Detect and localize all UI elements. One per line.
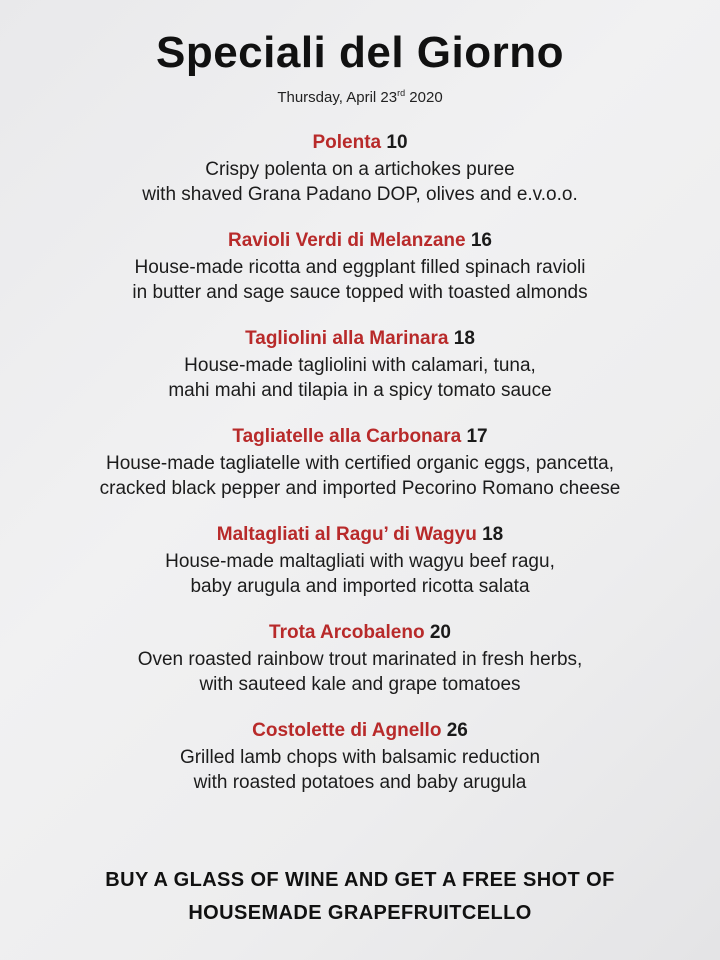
dish-heading <box>0 425 720 449</box>
dish-price: 18 <box>482 524 504 545</box>
dish-trota-arcobaleno <box>0 621 720 697</box>
dish-description-line: cracked black pepper and imported Pecorino Romano cheese <box>99 478 621 499</box>
dish-name: Maltagliati al Ragu’ di Wagyu <box>216 524 477 545</box>
dish-price: 26 <box>446 720 468 741</box>
dish-description-line: Oven roasted rainbow trout marinated in fresh herbs, <box>137 649 583 670</box>
dish-description-line: Grilled lamb chops with balsamic reduction <box>179 747 541 768</box>
promo-line: BUY A GLASS OF WINE AND GET A FREE SHOT OF <box>105 869 615 891</box>
wine-promo <box>0 864 720 930</box>
dish-price: 17 <box>466 426 488 447</box>
dish-ravioli-verdi <box>0 229 720 305</box>
dish-description-line: with roasted potatoes and baby arugula <box>193 772 527 793</box>
dish-heading <box>0 131 720 155</box>
dish-heading <box>0 523 720 547</box>
dish-description-line: in butter and sage sauce topped with toasted almonds <box>132 282 588 303</box>
dish-heading <box>0 229 720 253</box>
dish-name: Trota Arcobaleno <box>269 622 425 643</box>
dish-maltagliati-wagyu <box>0 523 720 599</box>
dish-description-line: Crispy polenta on a artichokes puree <box>205 159 515 180</box>
dish-price: 20 <box>429 622 451 643</box>
date-prefix: Thursday, April 23 <box>277 89 398 106</box>
dish-name: Tagliolini alla Marinara <box>245 328 449 349</box>
dish-description-line: with shaved Grana Padano DOP, olives and e.v.o.o. <box>142 184 578 205</box>
dish-description-line: with sauteed kale and grape tomatoes <box>199 674 521 695</box>
dish-name: Costolette di Agnello <box>252 720 442 741</box>
dish-description-line: House-made tagliolini with calamari, tuna, <box>184 355 536 376</box>
dish-price: 10 <box>386 132 408 153</box>
date-ordinal-suffix: rd <box>397 88 406 98</box>
date-year: 2020 <box>405 89 443 106</box>
dish-polenta <box>0 131 720 207</box>
promo-line: HOUSEMADE GRAPEFRUITCELLO <box>188 902 532 924</box>
dish-costolette-agnello <box>0 719 720 795</box>
dish-name: Ravioli Verdi di Melanzane <box>228 230 466 251</box>
menu-date <box>0 88 720 108</box>
dish-tagliolini-marinara <box>0 327 720 403</box>
dish-heading <box>0 621 720 645</box>
dish-description-line: mahi mahi and tilapia in a spicy tomato sauce <box>168 380 552 401</box>
dish-name: Polenta <box>312 132 382 153</box>
dish-name: Tagliatelle alla Carbonara <box>232 426 462 447</box>
dish-tagliatelle-carbonara <box>0 425 720 501</box>
dish-description-line: baby arugula and imported ricotta salata <box>190 576 530 597</box>
dish-description-line: House-made ricotta and eggplant filled spinach ravioli <box>134 257 586 278</box>
dish-description-line: House-made tagliatelle with certified organic eggs, pancetta, <box>105 453 614 474</box>
menu-title: Speciali del Giorno <box>155 28 565 77</box>
dish-description-line: House-made maltagliati with wagyu beef ragu, <box>165 551 555 572</box>
dish-heading <box>0 719 720 743</box>
dish-price: 18 <box>453 328 475 349</box>
dish-price: 16 <box>470 230 492 251</box>
dish-heading <box>0 327 720 351</box>
